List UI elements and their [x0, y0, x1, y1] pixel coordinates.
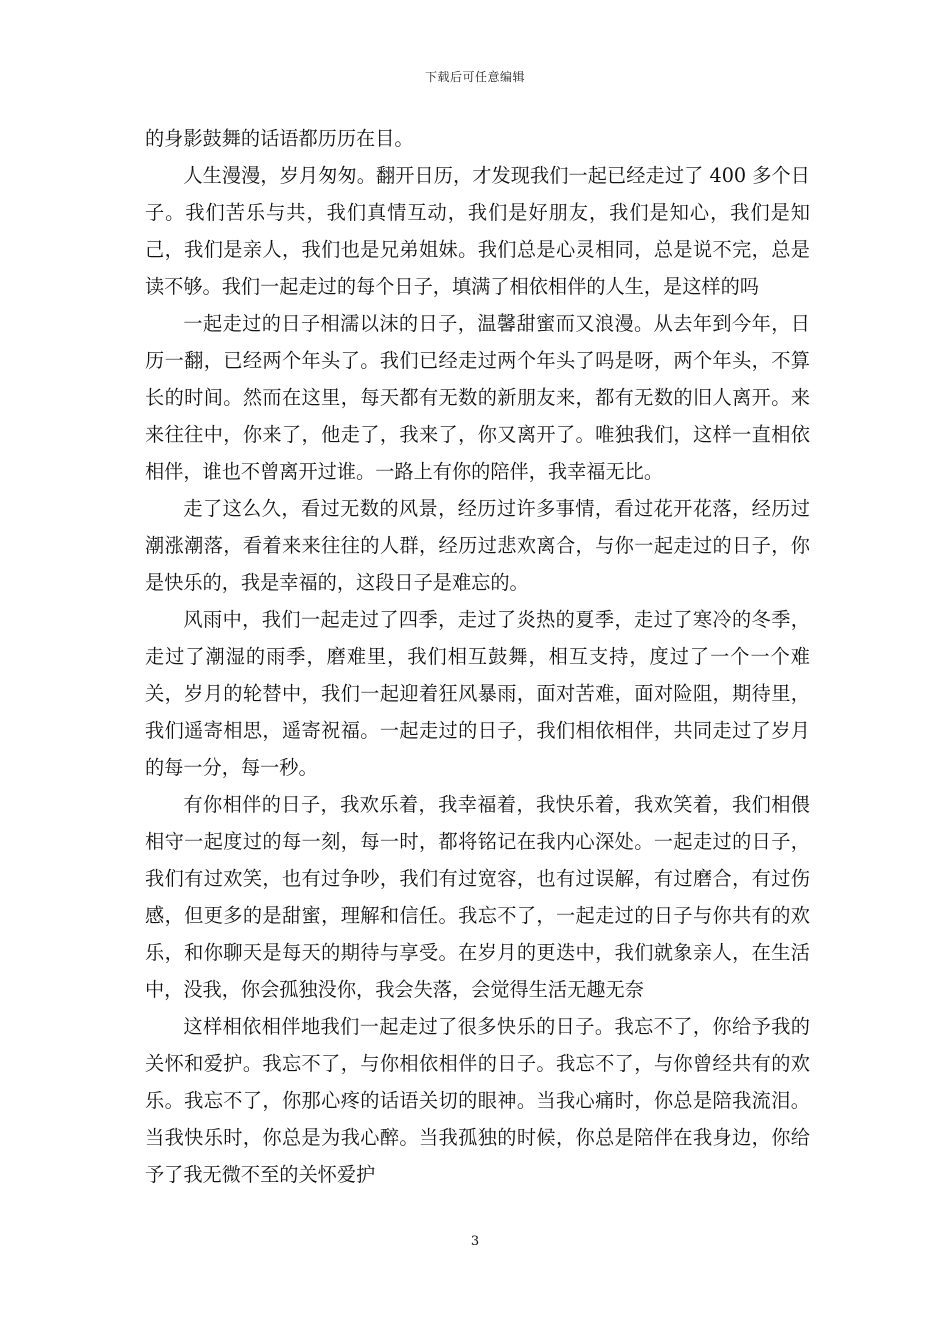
paragraph: 人生漫漫，岁月匆匆。翻开日历，才发现我们一起已经走过了 400 多个日子。我们苦乐与共，我们真情互动，我们是好朋友，我们是知心，我们是知己，我们是亲人，我们也是兄弟姐妹。我们总是心灵相同，总是说不完，总是读不够。我们一起走过的每个日子，填满了相依相伴的人生，是这样的吗	[145, 164, 810, 298]
paragraph-continuation: 的身影鼓舞的话语都历历在目。	[145, 127, 414, 150]
paragraph: 有你相伴的日子，我欢乐着，我幸福着，我快乐着，我欢笑着，我们相偎相守一起度过的每一刻，每一时，都将铭记在我内心深处。一起走过的日子，我们有过欢笑，也有过争吵，我们有过宽容，也有过误解，有过磨合，有过伤感，但更多的是甜蜜，理解和信任。我忘不了，一起走过的日子与你共有的欢乐，和你聊天是每天的期待与享受。在岁月的更迭中，我们就象亲人，在生活中，没我，你会孤独没你，我会失落，会觉得生活无趣无奈	[145, 793, 810, 1001]
page-number: 3	[470, 1234, 480, 1249]
paragraph: 这样相依相伴地我们一起走过了很多快乐的日子。我忘不了，你给予我的关怀和爱护。我忘不了，与你相依相伴的日子。我忘不了，与你曾经共有的欢乐。我忘不了，你那心疼的话语关切的眼神。当我心痛时，你总是陪我流泪。当我快乐时，你总是为我心醉。当我孤独的时候，你总是陪伴在我身边，你给予了我无微不至的关怀爱护	[145, 1015, 810, 1186]
paragraph: 一起走过的日子相濡以沫的日子，温馨甜蜜而又浪漫。从去年到今年，日历一翻，已经两个年头了。我们已经走过两个年头了吗是呀，两个年头，不算长的时间。然而在这里，每天都有无数的新朋友来，都有无数的旧人离开。来来往往中，你来了，他走了，我来了，你又离开了。唯独我们，这样一直相依相伴，谁也不曾离开过谁。一路上有你的陪伴，我幸福无比。	[145, 312, 810, 483]
document-body	[145, 120, 810, 1193]
paragraph: 风雨中，我们一起走过了四季，走过了炎热的夏季，走过了寒冷的冬季，走过了潮湿的雨季，磨难里，我们相互鼓舞，相互支持，度过了一个一个难关，岁月的轮替中，我们一起迎着狂风暴雨，面对苦难，面对险阻，期待里，我们遥寄相思，遥寄祝福。一起走过的日子，我们相依相伴，共同走过了岁月的每一分，每一秒。	[145, 608, 810, 779]
page-header: 下载后可任意编辑	[424, 70, 525, 84]
paragraph: 走了这么久，看过无数的风景，经历过许多事情，看过花开花落，经历过潮涨潮落，看着来来往往的人群，经历过悲欢离合，与你一起走过的日子，你是快乐的，我是幸福的，这段日子是难忘的。	[145, 497, 810, 594]
